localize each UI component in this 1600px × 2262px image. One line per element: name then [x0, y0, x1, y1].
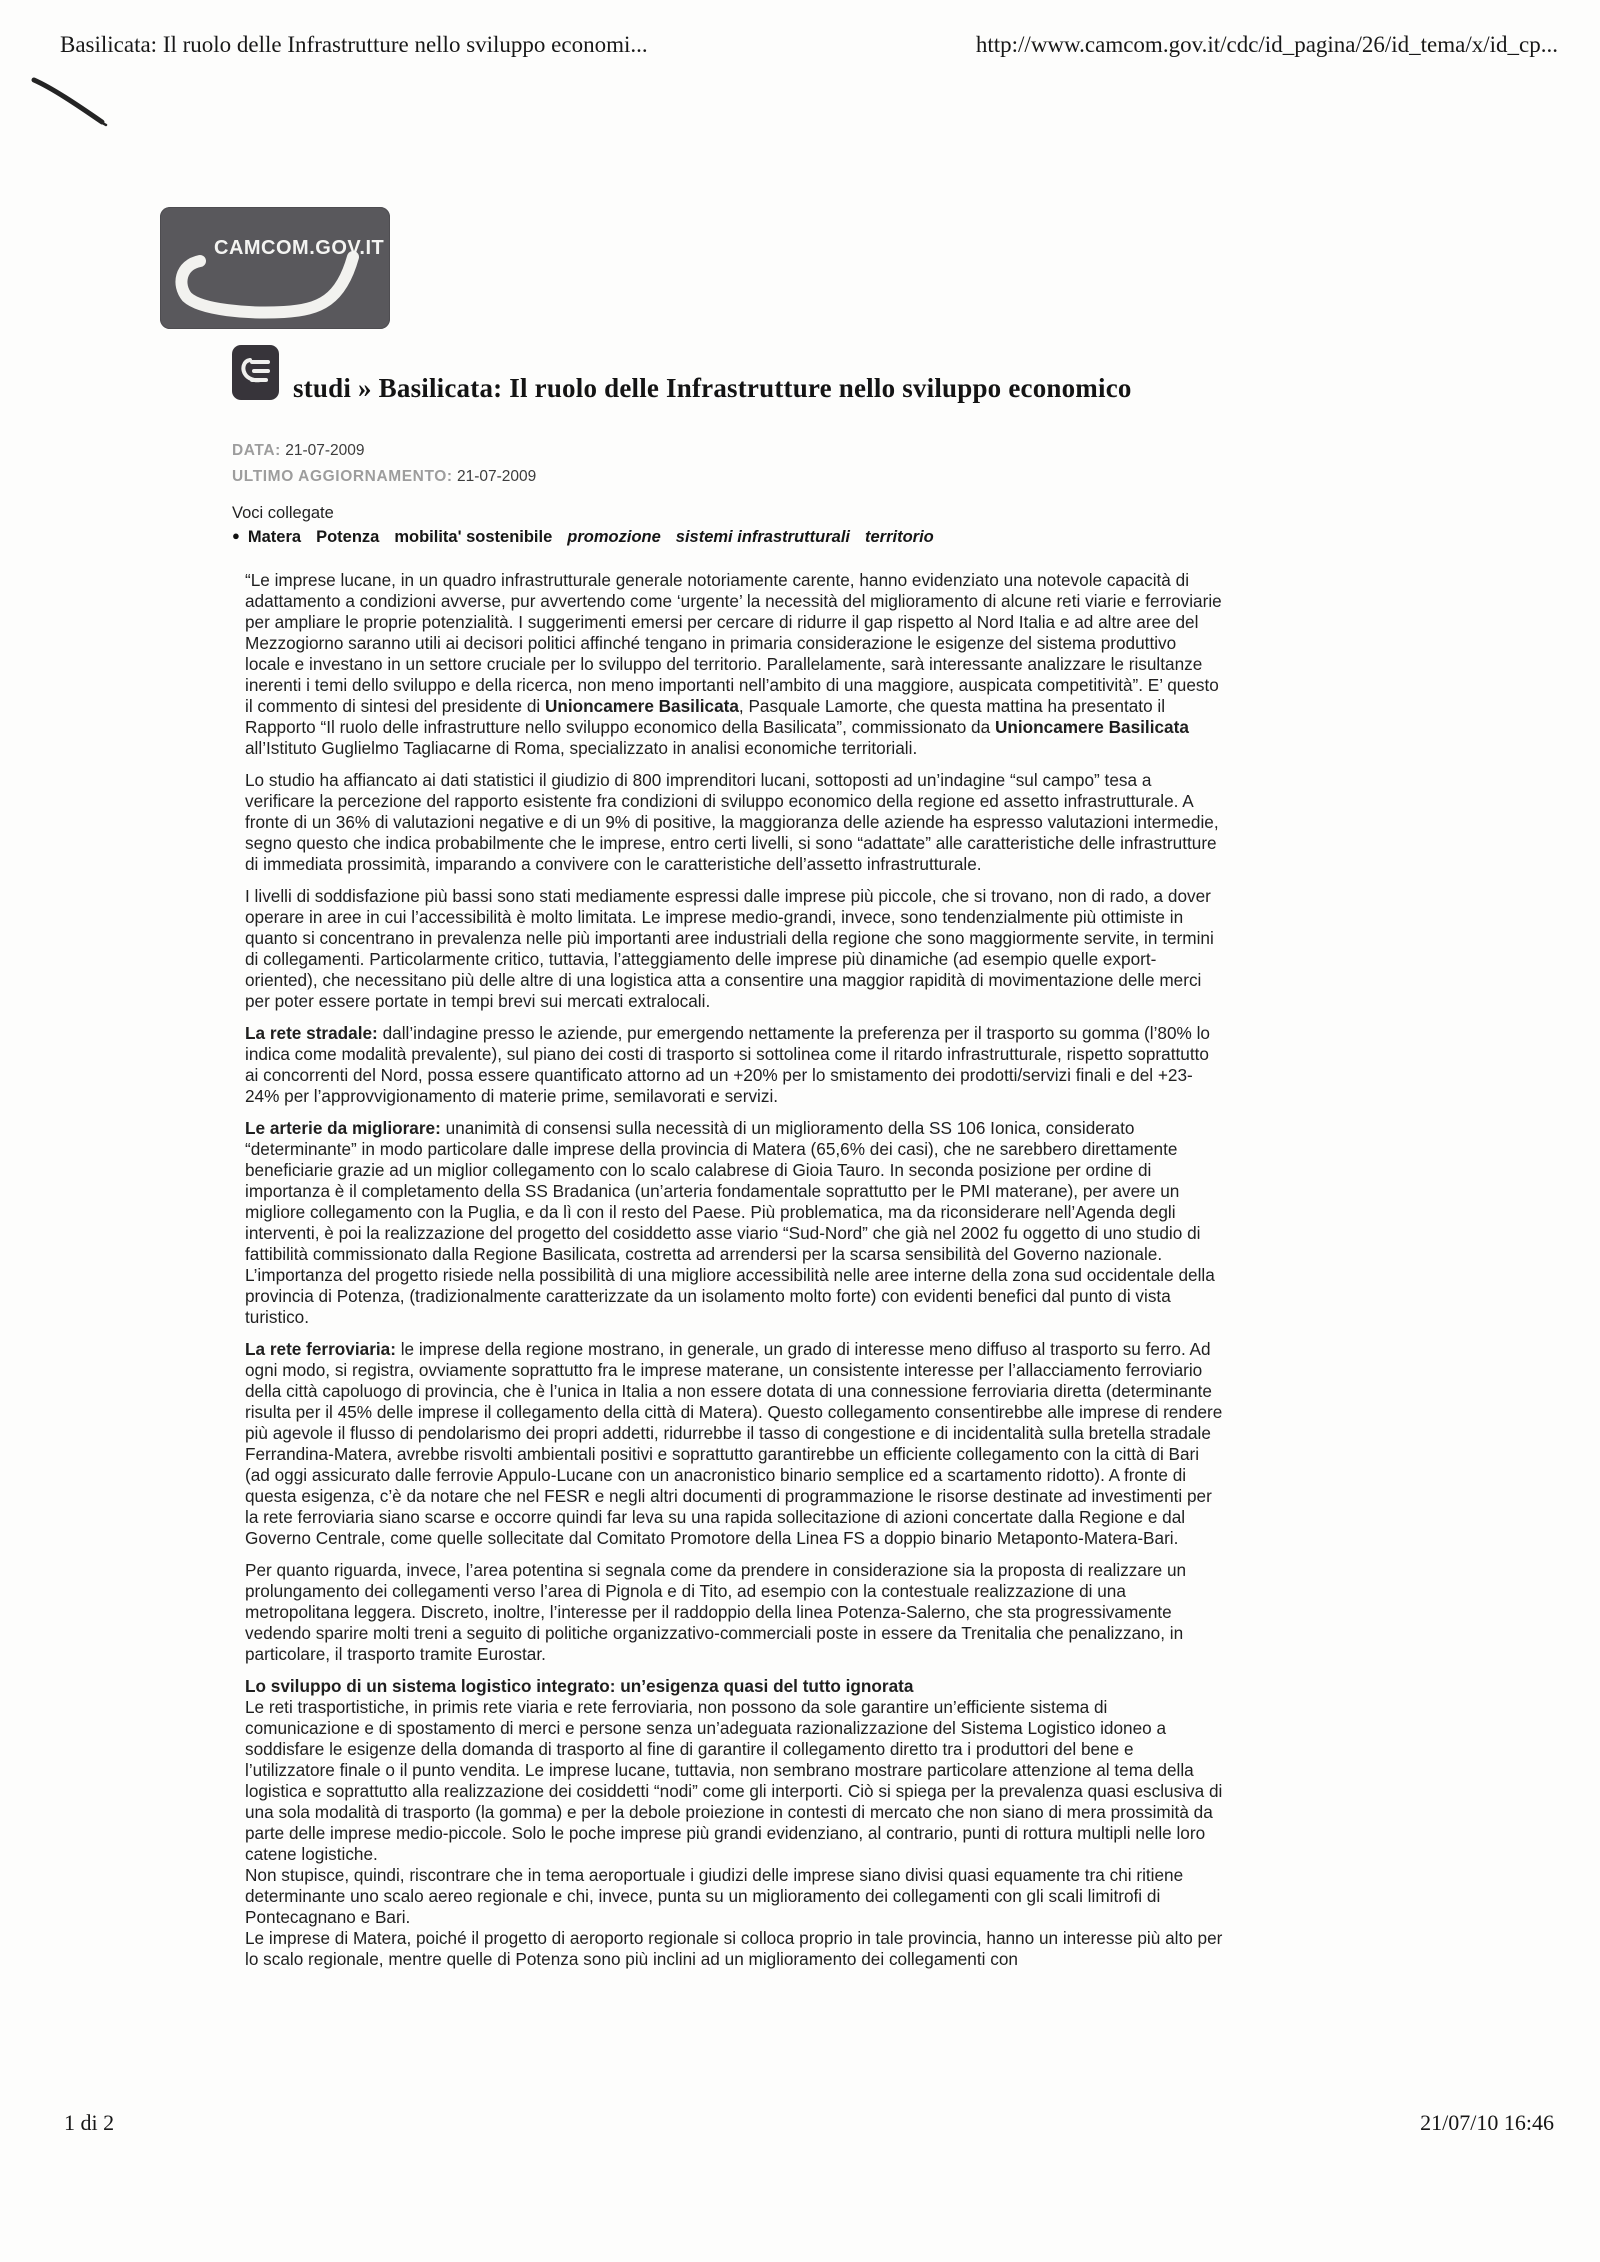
survey-paragraph: Lo studio ha affiancato ai dati statistici il giudizio di 800 imprenditori lucani, sottoposti ad un’indagine “sul campo” tesa a verificare la percezione del rapporto esistente fra condizioni di sviluppo economico della regione ed assetto infrastrutturale. A fronte di un 36% di valutazioni negative e di un 9% di positive, la maggioranza delle aziende ha espresso valutazioni intermedie, segno questo che indica probabilmente che le imprese, entro certi livelli, si sono “adattate” alle caratteristiche delle infrastrutture di immediata prossimità, imparando a convivere con le caratteristiche dell’assetto infrastrutturale.: [245, 770, 1219, 875]
logo-text: CAMCOM.GOV.IT: [214, 237, 385, 259]
matera-airport-paragraph: Le imprese di Matera, poiché il progetto di aeroporto regionale si colloca proprio in tale provincia, hanno un interesse più alto per lo scalo regionale, mentre quelle di Potenza sono più inclini ad un miglioramento dei collegamenti con: [245, 1928, 1223, 1970]
article-title: Basilicata: Il ruolo delle Infrastrutture nello sviluppo economico: [378, 373, 1132, 404]
related-tags-line: [232, 525, 1224, 548]
meta-date-row: [232, 438, 1224, 464]
intro-paragraph: “Le imprese lucane, in un quadro infrastrutturale generale notoriamente carente, hanno evidenziato una notevole capacità di adattamento a condizioni avverse, pur avvertendo come ‘urgente’ la necessità del miglioramento di alcune reti viarie e ferroviarie per ampliare le proprie potenzialità. I suggerimenti emersi per cercare di ridurre il gap rispetto al Nord Italia e ad altre aree del Mezzogiorno saranno utili ai decisori politici affinché tengano in primaria considerazione le esigenze del sistema produttivo locale e investano in un settore cruciale per lo sviluppo del territorio. Parallelamente, sarà interessante analizzare le risultanze inerenti i temi dello sviluppo e della ricerca, non meno importanti nell’ambito di una maggiore, auspicata competitività”. E’ questo il commento di sintesi del presidente di Unioncamere Basilicata, Pasquale Lamorte, che questa mattina ha presentato il Rapporto “Il ruolo delle infrastrutture nello sviluppo economico della Basilicata”, commissionato da Unioncamere Basilicata all’Istituto Guglielmo Tagliacarne di Roma, specializzato in analisi economiche territoriali.: [245, 570, 1222, 759]
updated-label: ULTIMO AGGIORNAMENTO:: [232, 468, 453, 486]
title-row: [232, 345, 1224, 422]
related-tag: Potenza: [316, 528, 380, 547]
date-value: 21-07-2009: [285, 442, 365, 460]
print-timestamp: 21/07/10 16:46: [1420, 2110, 1554, 2135]
pen-mark-artifact: [30, 76, 110, 128]
satisfaction-paragraph: I livelli di soddisfazione più bassi sono stati mediamente espressi dalle imprese più piccole, che si trovano, non di rado, a dover operare in aree in cui l’accessibilità è molto limitata. Le imprese medio-grandi, invece, sono tendenzialmente più ottimiste in quanto si concentrano in prevalenza nelle più importanti aree industriali della regione che sono maggiormente servite, in termini di collegamenti. Particolarmente critico, tuttavia, l’atteggiamento delle imprese più dinamiche (ad esempio quelle export-oriented), che necessitano più delle altre di una logistica atta a consentire una maggior rapidità di movimentazione delle merci per poter essere portate in tempi brevi sui mercati extralocali.: [245, 886, 1214, 1012]
print-header-title: Basilicata: Il ruolo delle Infrastrutture nello sviluppo economi...: [60, 32, 648, 57]
page-number: 1 di 2: [64, 2110, 115, 2135]
airport-paragraph: Non stupisce, quindi, riscontrare che in tema aeroportuale i giudizi delle imprese siano divisi quasi equamente tra chi ritiene determinante uno scalo aereo regionale e chi, invece, punta su un miglioramento dei collegamenti con gli scali limitrofi di Pontecagnano e Bari.: [245, 1865, 1184, 1928]
article-meta: [232, 438, 1224, 490]
related-heading: Voci collegate: [232, 504, 334, 523]
related-tag: mobilita' sostenibile: [394, 528, 553, 547]
updated-value: 21-07-2009: [457, 468, 537, 486]
arteries-paragraph: Le arterie da migliorare: unanimità di consensi sulla necessità di un miglioramento della SS 106 Ionica, considerato “determinante” in modo particolare dalle imprese della provincia di Matera (65,6% dei casi), che ne sarebbero direttamente beneficiarie grazie ad un miglior collegamento con lo scalo calabrese di Gioia Tauro. In seconda posizione per ordine di importanza è il completamento della SS Bradanica (un’arteria fondamentale soprattutto per le PMI materane), per avere un migliore collegamento con la Puglia, e da lì con il resto del Paese. Più problematica, ma da riconsiderare nell’Agenda degli interventi, è poi la realizzazione del progetto del cosiddetto asse viario “Sud-Nord” che già nel 2002 fu oggetto di uno studio di fattibilità commissionato dalla Regione Basilicata, costretta ad arrendersi per la scarsa sensibilità del Governo nazionale. L’importanza del progetto risiede nella possibilità di una migliore accessibilità nelle aree interne della zona sud occidentale della provincia di Potenza, (tradizionalmente caratterizzate da un isolamento molto forte) con evidenti benefici dal punto di vista turistico.: [245, 1118, 1215, 1328]
logo-swoosh-icon: [160, 207, 390, 329]
related-tag: Matera: [247, 528, 302, 547]
studi-section-icon: [232, 345, 279, 400]
railway-paragraph: La rete ferroviaria: le imprese della regione mostrano, in generale, un grado di interesse meno diffuso al trasporto su ferro. Ad ogni modo, si registra, ovviamente soprattutto fra le imprese materane, un consistente interesse per l’allacciamento ferroviario della città capoluogo di provincia, che è l’unica in Italia a non essere dotata di una connessione ferroviaria diretta (determinante risulta per il 45% delle imprese il collegamento della città di Matera). Questo collegamento consentirebbe alle imprese di rendere più agevole il flusso di pendolarismo dei propri addetti, ridurrebbe il tasso di congestione e di incidentalità sulla bretella stradale Ferrandina-Matera, avrebbe risvolti ambientali positivi e soprattutto garantirebbe un efficiente collegamento con la città di Bari (ad oggi assicurato dalle ferrovie Appulo-Lucane con un anacronistico binario semplice ed a scartamento ridotto). A fronte di questa esigenza, c’è da notare che nel FESR e negli altri documenti di programmazione le risorse destinate ad investimenti per la rete ferroviaria siano scarse e occorre quindi far leva su una rapida sollecitazione di azioni concertate dalla Regione e dal Governo Centrale, come quelle sollecitate dal Comitato Promotore della Linea FS a doppio binario Metaponto-Matera-Bari.: [245, 1339, 1223, 1549]
potenza-area-paragraph: Per quanto riguarda, invece, l’area potentina si segnala come da prendere in considerazione sia la proposta di realizzare un prolungamento dei collegamenti verso l’area di Pignola e di Tito, ad esempio con la contestuale realizzazione di una metropolitana leggera. Discreto, inoltre, l’interesse per il raddoppio della linea Potenza-Salerno, che sta progressivamente vedendo sparire molti treni a seguito di politiche organizzativo-commerciali poste in essere da Trenitalia che penalizzano, in particolare, il trasporto tramite Eurostar.: [245, 1560, 1187, 1665]
related-tag: territorio: [865, 528, 934, 547]
logistics-heading: Lo sviluppo di un sistema logistico integrato: un’esigenza quasi del tutto ignorata: [245, 1676, 914, 1697]
related-tag: sistemi infrastrutturali: [675, 528, 850, 547]
related-tag: promozione: [567, 528, 661, 547]
road-network-paragraph: La rete stradale: dall’indagine presso le aziende, pur emergendo nettamente la preferenza per il trasporto su gomma (l’80% lo indica come modalità prevalente), sul piano dei costi di trasporto si sottolinea come il ritardo infrastrutturale, rispetto soprattutto ai concorrenti del Nord, possa essere quantificato attorno ad un +20% per lo smistamento dei prodotti/servizi finali e del +23-24% per l’approvvigionamento di materie prime, semilavorati e servizi.: [245, 1023, 1210, 1107]
logistics-paragraph: Le reti trasportistiche, in primis rete viaria e rete ferroviaria, non possono da sole garantire un’efficiente sistema di comunicazione e di spostamento di merci e persone senza un’adeguata razionalizzazione del Sistema Logistico idoneo a soddisfare le esigenze della domanda di trasporto al fine di garantire il collegamento diretto tra i produttori del bene e l’utilizzatore finale o il punto vendita. Le imprese lucane, tuttavia, non sembrano mostrare particolare attenzione al tema della logistica e soprattutto alla realizzazione dei cosiddetti “nodi” come gli interporti. Ciò si spiega per la prevalenza quasi esclusiva di una sola modalità di trasporto (la gomma) e per la debole proiezione in contesti di mercato che non siano di mera prossimità da parte delle imprese medio-piccole. Solo le poche imprese più grandi evidenziano, al contrario, punti di rottura multipli nelle loro catene logistiche.: [245, 1697, 1223, 1865]
page-title: [293, 363, 1132, 404]
date-label: DATA:: [232, 442, 281, 460]
meta-updated-row: [232, 464, 1224, 490]
article-body: [245, 570, 1223, 1970]
breadcrumb-separator-icon: »: [358, 373, 372, 404]
bullet-icon: ●: [232, 528, 240, 544]
breadcrumb-section: studi: [293, 373, 352, 404]
camcom-logo: [160, 207, 390, 329]
print-header-url: http://www.camcom.gov.it/cdc/id_pagina/26/id_tema/x/id_cp...: [975, 32, 1558, 57]
print-header: [60, 32, 1558, 58]
related-entries: [232, 502, 1224, 548]
article: [232, 345, 1224, 1970]
